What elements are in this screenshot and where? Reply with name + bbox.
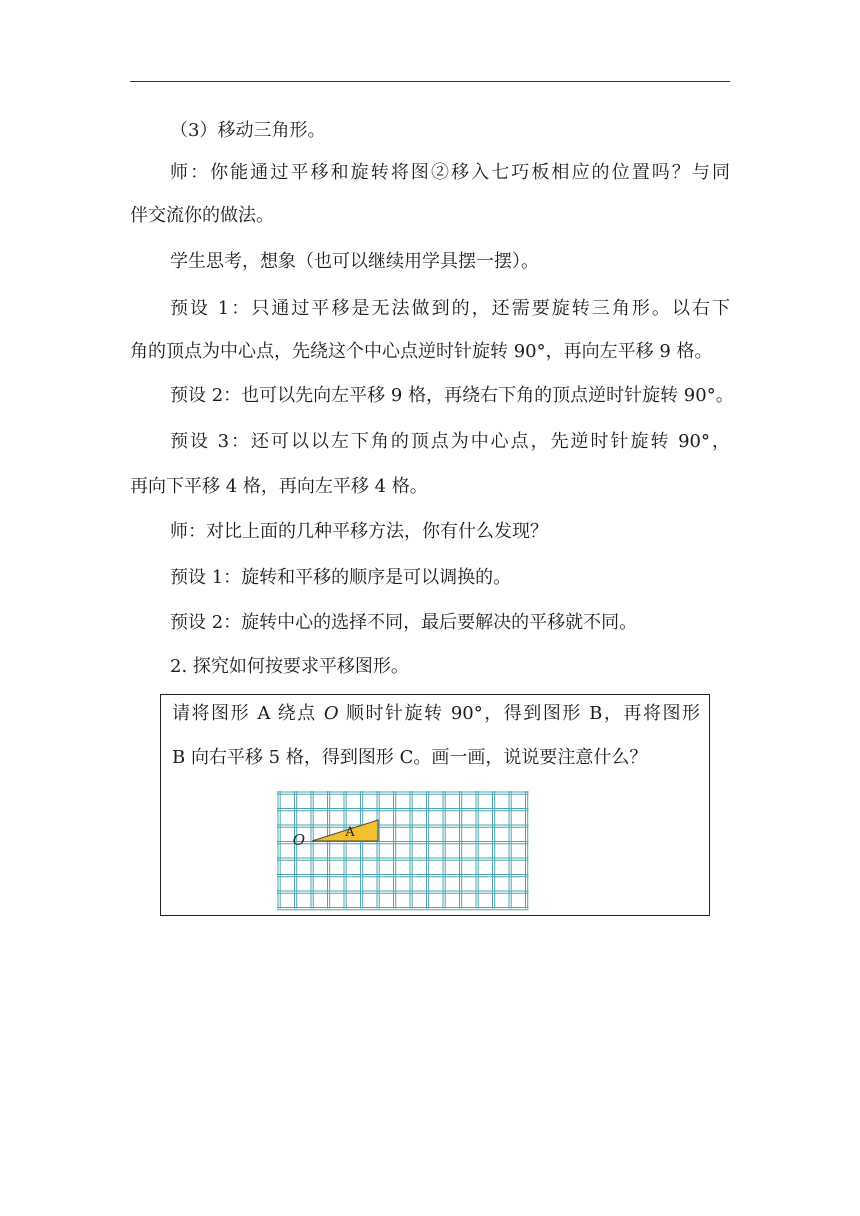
teacher-question-line-2: 伴交流你的做法。 (130, 205, 274, 226)
preset-2: 预设 2：也可以先向左平移 9 格，再绕右下角的顶点逆时针旋转 90°。 (170, 385, 734, 406)
student-thinking: 学生思考，想象（也可以继续用学具摆一摆）。 (170, 251, 539, 272)
preset-3-line-1: 预设 3：还可以以左下角的顶点为中心点，先逆时针旋转 90°， (170, 431, 730, 452)
preset-1-line-2: 角的顶点为中心点，先绕这个中心点逆时针旋转 90°，再向左平移 9 格。 (130, 341, 713, 362)
finding-preset-2: 预设 2：旋转中心的选择不同，最后要解决的平移就不同。 (170, 612, 638, 633)
heading-move-triangle: （3）移动三角形。 (170, 120, 326, 141)
finding-preset-1: 预设 1：旋转和平移的顺序是可以调换的。 (170, 567, 512, 588)
teacher-question-line-1: 师：你能通过平移和旋转将图②移入七巧板相应的位置吗？与同 (170, 162, 730, 183)
grid-figure (276, 790, 534, 914)
preset-3-line-2: 再向下平移 4 格，再向左平移 4 格。 (130, 476, 428, 497)
teacher-compare-question: 师：对比上面的几种平移方法，你有什么发现？ (170, 521, 548, 542)
grid-lines (277, 791, 529, 910)
preset-1-line-1: 预设 1：只通过平移是无法做到的，还需要旋转三角形。以右下 (170, 298, 730, 319)
task-text-line-2: B 向右平移 5 格，得到图形 C。画一画，说说要注意什么？ (172, 747, 648, 768)
task-text-line-1: 请将图形 A 绕点 O 顺时针旋转 90°，得到图形 B，再将图形 (172, 703, 701, 724)
header-rule (130, 81, 730, 82)
section-heading-2: 2. 探究如何按要求平移图形。 (170, 656, 409, 677)
triangle-a-label: A (345, 825, 355, 840)
point-o-marker: O (292, 831, 305, 849)
point-o-label: O (323, 703, 339, 724)
